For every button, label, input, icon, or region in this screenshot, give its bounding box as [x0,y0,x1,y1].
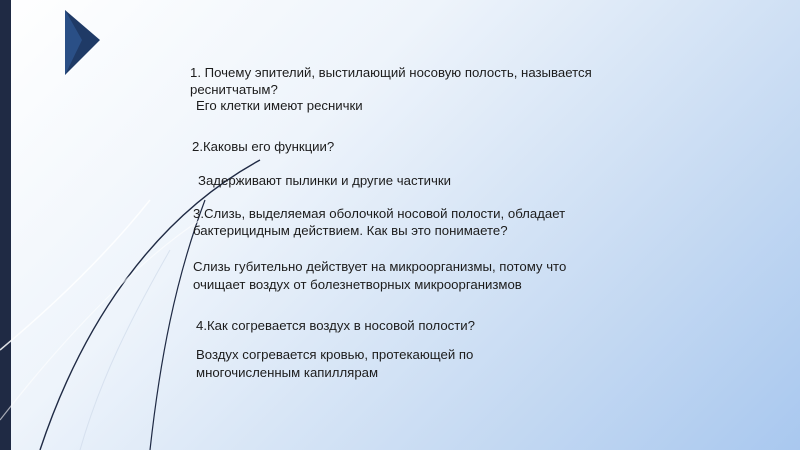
question-4: 4.Как согревается воздух в носовой полости? [196,318,476,333]
answer-3-line-2: очищает воздух от болезнетворных микроорганизмов [193,277,522,292]
question-1-line-1: 1. Почему эпителий, выстилающий носовую полость, называется [190,65,592,80]
question-2: 2.Каковы его функции? [192,139,335,154]
answer-3-line-1: Слизь губительно действует на микроорганизмы, потому что [193,259,567,274]
question-1-line-2: реснитчатым? [190,82,278,97]
answer-4-line-2: многочисленным капиллярам [196,365,379,380]
answer-1: Его клетки имеют реснички [196,98,363,113]
question-3-line-2: бактерицидным действием. Как вы это понимаете? [193,223,508,238]
answer-4-line-1: Воздух согревается кровью, протекающей по [196,347,474,362]
answer-2: Задерживают пылинки и другие частички [198,173,452,188]
question-3-line-1: 3.Слизь, выделяемая оболочкой носовой полости, обладает [193,206,566,221]
